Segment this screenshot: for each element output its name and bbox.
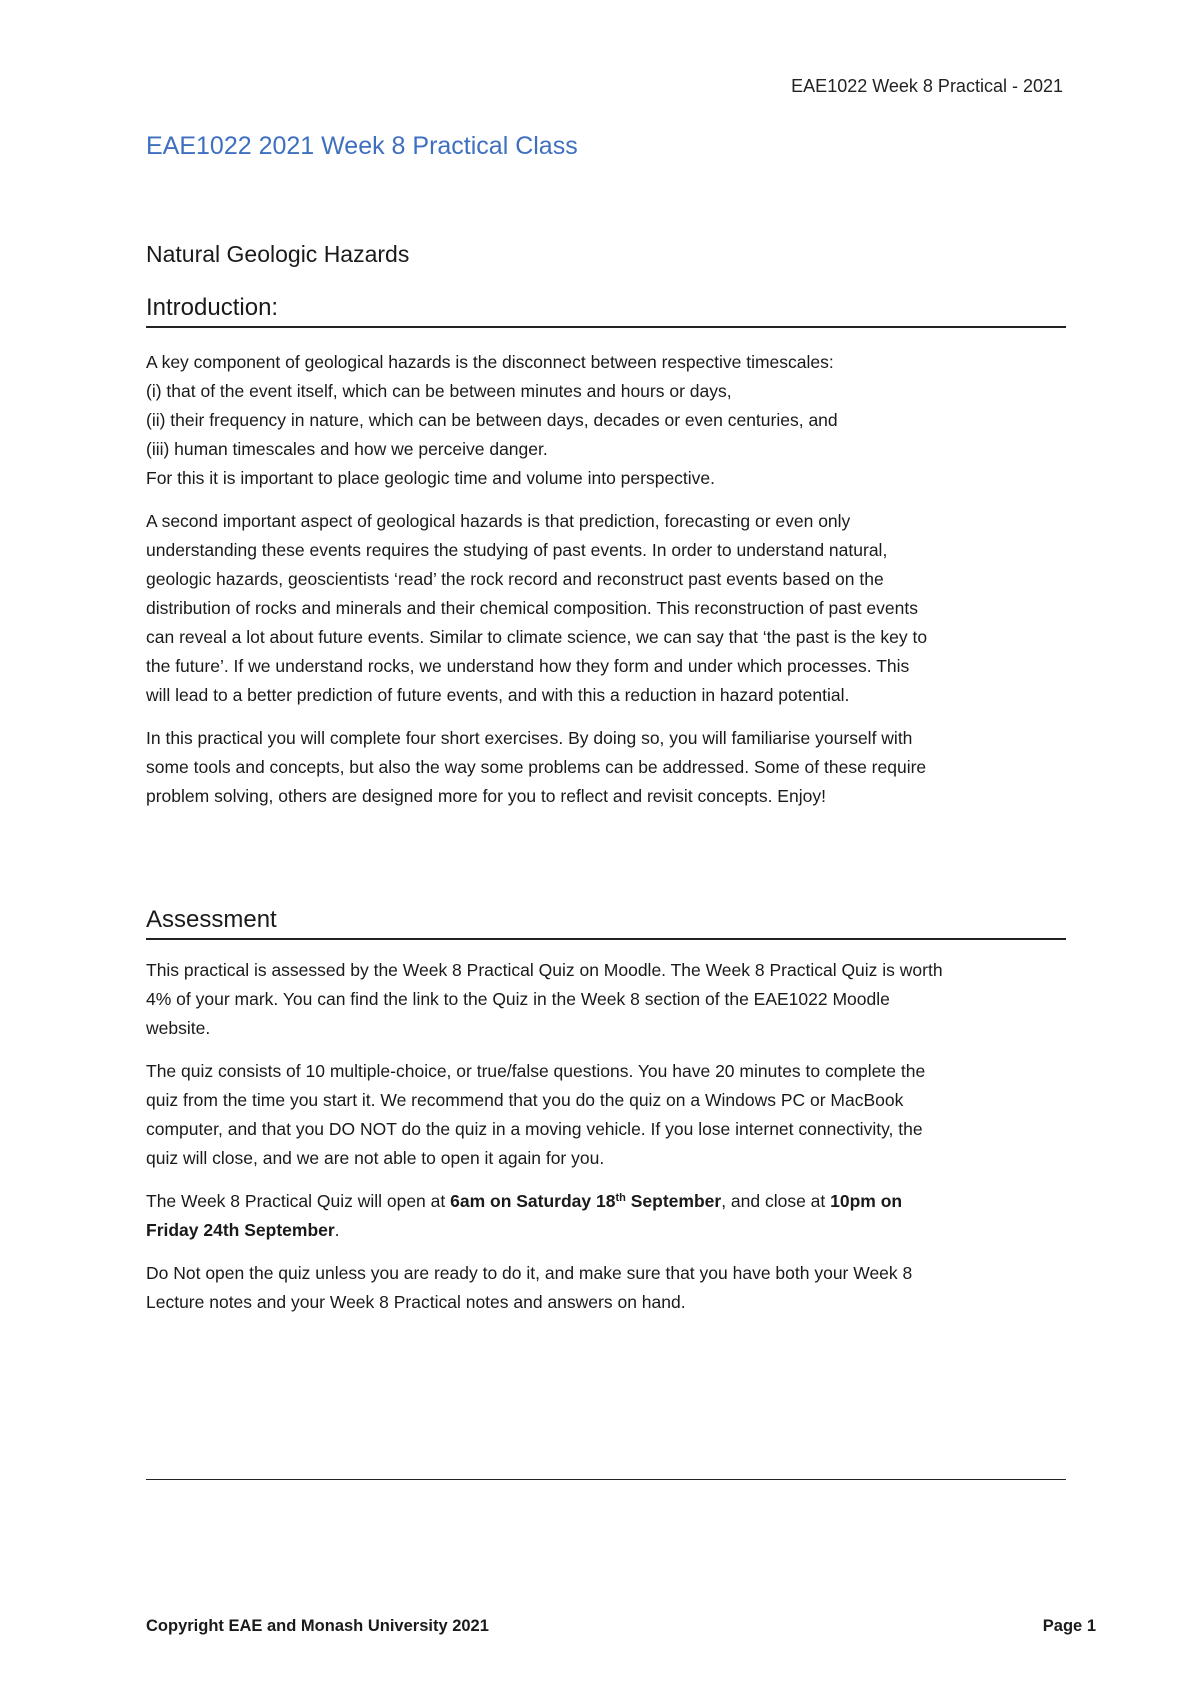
assessment-paragraph-3 — [146, 1187, 1066, 1245]
introduction-section — [146, 294, 1066, 811]
intro-p2-line: will lead to a better prediction of future events, and with this a reduction in hazard potential. — [146, 685, 850, 705]
intro-p3-line: some tools and concepts, but also the way some problems can be addressed. Some of these require — [146, 757, 927, 777]
intro-p2-line: geologic hazards, geoscientists ‘read’ the rock record and reconstruct past events based on the — [146, 569, 884, 589]
intro-p1-line: For this it is important to place geologic time and volume into perspective. — [146, 468, 716, 488]
intro-p2-line: understanding these events requires the studying of past events. In order to understand natural, — [146, 540, 888, 560]
intro-p2-line: distribution of rocks and minerals and their chemical composition. This reconstruction of past events — [146, 598, 918, 618]
footer-copyright: Copyright EAE and Monash University 2021 — [146, 1617, 489, 1635]
intro-paragraph-3 — [146, 724, 1066, 811]
intro-p1-line: (i) that of the event itself, which can be between minutes and hours or days, — [146, 381, 732, 401]
intro-p3-line: problem solving, others are designed more for you to reflect and revisit concepts. Enjoy! — [146, 786, 826, 806]
assessment-p2-line: quiz will close, and we are not able to open it again for you. — [146, 1148, 605, 1168]
intro-paragraph-1 — [146, 348, 1066, 493]
assessment-p2-line: quiz from the time you start it. We recommend that you do the quiz on a Windows PC or MacBook — [146, 1090, 904, 1110]
footer-divider — [146, 1479, 1066, 1480]
assessment-p1-line: website. — [146, 1018, 211, 1038]
assessment-section — [146, 906, 1066, 1317]
assessment-paragraph-4 — [146, 1259, 1066, 1317]
intro-p3-line: In this practical you will complete four short exercises. By doing so, you will familiarise yourself with — [146, 728, 913, 748]
assessment-heading: Assessment — [146, 906, 1066, 940]
quiz-open-date-month: September — [625, 1191, 722, 1211]
quiz-close-middle: , and close at — [721, 1191, 831, 1211]
running-header: EAE1022 Week 8 Practical - 2021 — [791, 76, 1063, 96]
assessment-p4-line: Do Not open the quiz unless you are ready to do it, and make sure that you have both your Week 8 — [146, 1263, 913, 1283]
assessment-p1-line: 4% of your mark. You can find the link to the Quiz in the Week 8 section of the EAE1022 Moodle — [146, 989, 890, 1009]
introduction-heading: Introduction: — [146, 294, 1066, 328]
quiz-close-date: Friday 24th September — [146, 1220, 335, 1240]
assessment-p2-line: computer, and that you DO NOT do the quiz in a moving vehicle. If you lose internet connectivity, the — [146, 1119, 923, 1139]
footer-page-number: Page 1 — [1042, 1617, 1096, 1635]
quiz-schedule-line-1 — [146, 1187, 1066, 1216]
quiz-open-date-ordinal: th — [615, 1192, 626, 1204]
document-title: EAE1022 2021 Week 8 Practical Class — [146, 132, 578, 160]
assessment-paragraph-2 — [146, 1057, 1066, 1173]
assessment-p4-line: Lecture notes and your Week 8 Practical notes and answers on hand. — [146, 1292, 686, 1312]
intro-p2-line: can reveal a lot about future events. Similar to climate science, we can say that ‘the past is the key to — [146, 627, 928, 647]
quiz-schedule-line-2 — [146, 1216, 1066, 1245]
quiz-close-suffix: . — [334, 1220, 340, 1240]
intro-p1-line: (ii) their frequency in nature, which can be between days, decades or even centuries, and — [146, 410, 838, 430]
quiz-open-date-text: 6am on Saturday 18 — [450, 1191, 616, 1211]
quiz-close-time: 10pm on — [830, 1191, 903, 1211]
intro-p2-line: the future’. If we understand rocks, we understand how they form and under which processes. This — [146, 656, 910, 676]
intro-p1-line: A key component of geological hazards is the disconnect between respective timescales: — [146, 352, 834, 372]
document-subtitle: Natural Geologic Hazards — [146, 241, 410, 267]
intro-p2-line: A second important aspect of geological hazards is that prediction, forecasting or even only — [146, 511, 851, 531]
assessment-p2-line: The quiz consists of 10 multiple-choice, or true/false questions. You have 20 minutes to complete the — [146, 1061, 926, 1081]
assessment-p1-line: This practical is assessed by the Week 8 Practical Quiz on Moodle. The Week 8 Practical Quiz is worth — [146, 960, 943, 980]
quiz-open-date — [450, 1191, 721, 1211]
assessment-paragraph-1 — [146, 956, 1066, 1043]
quiz-open-prefix: The Week 8 Practical Quiz will open at — [146, 1191, 451, 1211]
intro-paragraph-2 — [146, 507, 1066, 710]
intro-p1-line: (iii) human timescales and how we perceive danger. — [146, 439, 548, 459]
